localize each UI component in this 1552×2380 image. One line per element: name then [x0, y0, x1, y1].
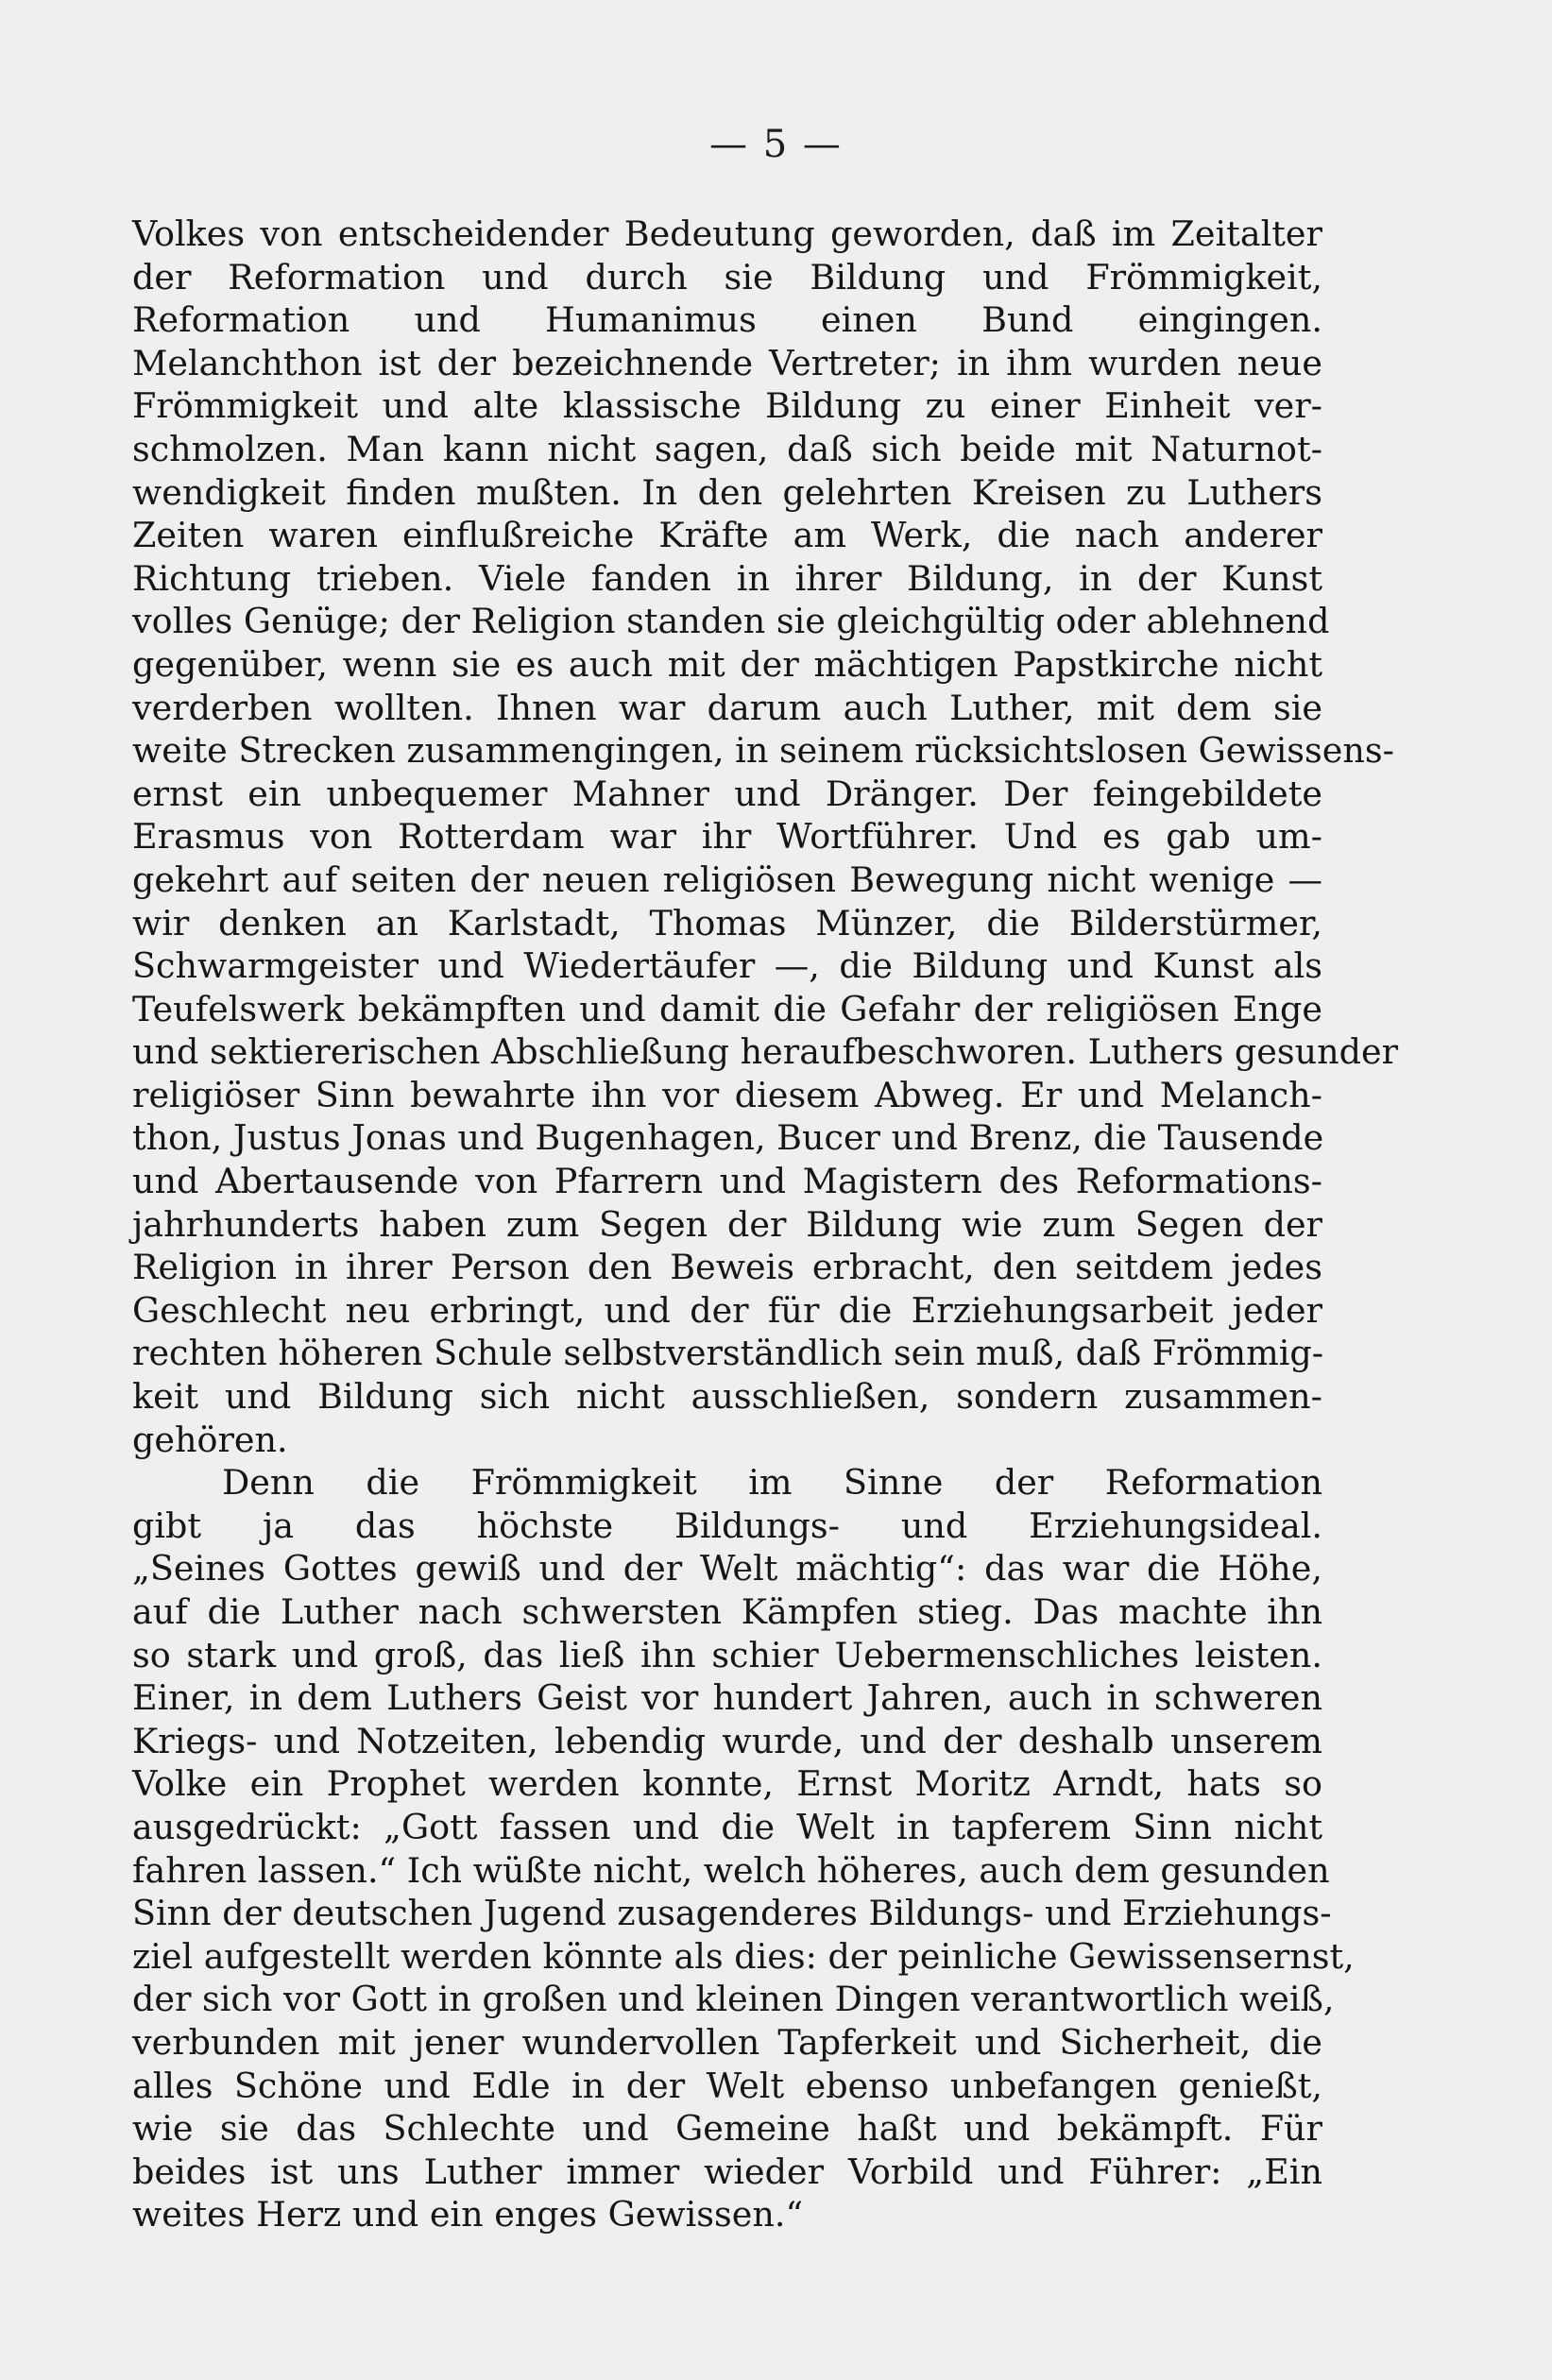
text-line: Zeiten waren einflußreiche Kräfte am Werk, die nach anderer	[132, 515, 1322, 556]
text-line: so stark und groß, das ließ ihn schier Uebermenschliches leisten.	[132, 1634, 1322, 1675]
text-line: Geschlecht neu erbringt, und der für die Erziehungsarbeit jeder	[132, 1289, 1322, 1331]
text-line: Teufelswerk bekämpften und damit die Gefahr der religiösen Enge	[132, 988, 1322, 1029]
text-line: schmolzen. Man kann nicht sagen, daß sich beide mit Naturnot-	[132, 428, 1322, 469]
text-line: Erasmus von Rotterdam war ihr Wortführer. Und es gab um-	[132, 816, 1322, 858]
paragraph-2	[132, 1461, 1355, 2236]
text-line: Denn die Frömmigkeit im Sinne der Reformation	[222, 1462, 1322, 1504]
text-line: fahren lassen.“ Ich wüßte nicht, welch höheres, auch dem gesunden	[132, 1849, 1330, 1891]
text-line: weites Herz und ein enges Gewissen.“	[132, 2194, 804, 2236]
paragraph-1	[132, 212, 1399, 1461]
text-line: wie sie das Schlechte und Gemeine haßt und bekämpft. Für	[132, 2108, 1322, 2150]
text-line: auf die Luther nach schwersten Kämpfen stieg. Das machte ihn	[132, 1591, 1322, 1632]
text-line: Sinn der deutschen Jugend zusagenderes Bildungs- und Erziehungs-	[132, 1893, 1332, 1934]
text-line: alles Schöne und Edle in der Welt ebenso unbefangen genießt,	[132, 2065, 1322, 2106]
text-line: wir denken an Karlstadt, Thomas Münzer, die Bilderstürmer,	[132, 902, 1322, 944]
text-line: ziel aufgestellt werden könnte als dies: der peinliche Gewissensernst,	[132, 1935, 1355, 1977]
text-line: der Reformation und durch sie Bildung und Frömmigkeit,	[132, 256, 1322, 298]
text-line: thon, Justus Jonas und Bugenhagen, Bucer und Brenz, die Tausende	[132, 1117, 1324, 1159]
text-line: und sektiererischen Abschließung heraufbeschworen. Luthers gesunder	[132, 1031, 1399, 1073]
text-line: Volkes von entscheidender Bedeutung geworden, daß im Zeitalter	[132, 213, 1322, 254]
text-line: Frömmigkeit und alte klassische Bildung zu einer Einheit ver-	[132, 385, 1322, 427]
text-line: Einer, in dem Luthers Geist vor hundert Jahren, auch in schweren	[132, 1677, 1322, 1719]
text-line: keit und Bildung sich nicht ausschließen, sondern zusammen-	[132, 1376, 1322, 1418]
text-line: und Abertausende von Pfarrern und Magistern des Reformations-	[132, 1161, 1322, 1202]
text-line: gegenüber, wenn sie es auch mit der mächtigen Papstkirche nicht	[132, 643, 1322, 685]
text-line: gehören.	[132, 1419, 288, 1460]
text-line: Volke ein Prophet werden konnte, Ernst Moritz Arndt, hats so	[132, 1763, 1322, 1805]
text-line: Kriegs- und Notzeiten, lebendig wurde, und der deshalb unserem	[132, 1720, 1322, 1761]
text-line: Religion in ihrer Person den Beweis erbracht, den seitdem jedes	[132, 1247, 1322, 1288]
text-line: gekehrt auf seiten der neuen religiösen Bewegung nicht wenige —	[132, 858, 1322, 900]
text-line: ausgedrückt: „Gott fassen und die Welt in tapferem Sinn nicht	[132, 1806, 1322, 1847]
text-line: beides ist uns Luther immer wieder Vorbild und Führer: „Ein	[132, 2150, 1322, 2192]
text-line: volles Genüge; der Religion standen sie gleichgültig oder ablehnend	[132, 601, 1330, 642]
text-line: ernst ein unbequemer Mahner und Dränger. Der feingebildete	[132, 773, 1322, 814]
text-line: verderben wollten. Ihnen war darum auch Luther, mit dem sie	[132, 687, 1322, 728]
body-text	[132, 212, 1399, 2236]
text-line: der sich vor Gott in großen und kleinen Dingen verantwortlich weiß,	[132, 1979, 1335, 2020]
text-line: gibt ja das höchste Bildungs- und Erziehungsideal.	[132, 1504, 1322, 1546]
text-line: Richtung trieben. Viele fanden in ihrer Bildung, in der Kunst	[132, 557, 1322, 599]
text-line: rechten höheren Schule selbstverständlich sein muß, daß Frömmig-	[132, 1333, 1324, 1374]
text-line: „Seines Gottes gewiß und der Welt mächtig“: das war die Höhe,	[132, 1548, 1322, 1590]
page-number: — 5 —	[709, 123, 843, 166]
text-line: Reformation und Humanimus einen Bund eingingen.	[132, 299, 1322, 341]
text-line: Melanchthon ist der bezeichnende Vertreter; in ihm wurden neue	[132, 342, 1322, 383]
text-line: Schwarmgeister und Wiedertäufer —, die Bildung und Kunst als	[132, 945, 1322, 987]
text-line: wendigkeit finden mußten. In den gelehrten Kreisen zu Luthers	[132, 471, 1322, 513]
text-line: verbunden mit jener wundervollen Tapferkeit und Sicherheit, die	[132, 2021, 1322, 2063]
text-line: jahrhunderts haben zum Segen der Bildung wie zum Segen der	[132, 1203, 1322, 1245]
text-line: religiöser Sinn bewahrte ihn vor diesem Abweg. Er und Melanch-	[132, 1074, 1322, 1115]
text-line: weite Strecken zusammengingen, in seinem rücksichtslosen Gewissens-	[132, 730, 1394, 772]
